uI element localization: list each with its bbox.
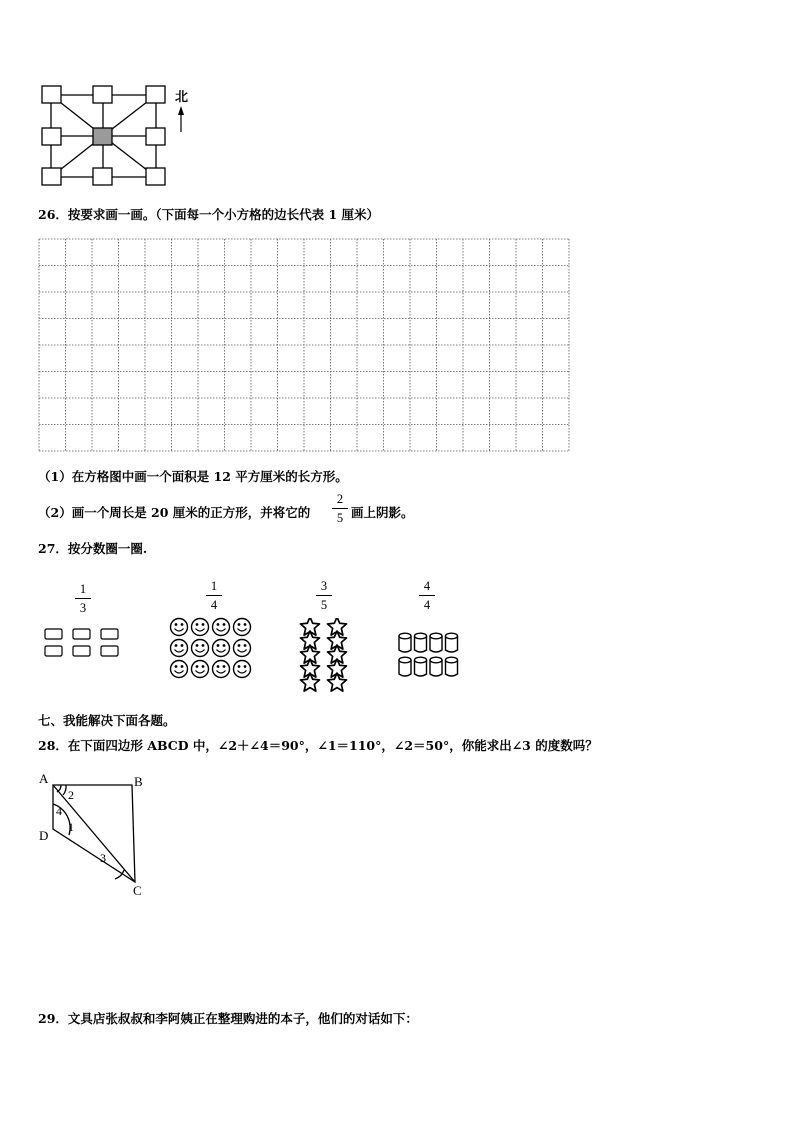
fraction-bar: [332, 508, 348, 509]
fraction-denominator: 3: [79, 601, 87, 615]
fraction-numerator: 4: [423, 579, 431, 593]
star-icon: [327, 673, 346, 691]
dotted-grid[interactable]: [38, 238, 568, 450]
angle-label-4: 4: [56, 804, 62, 818]
cylinder-icon: [415, 657, 427, 676]
cylinder-icon: [446, 657, 458, 676]
angle-label-3: 3: [100, 851, 106, 865]
cylinder-icon: [430, 633, 442, 652]
cylinder-icon: [415, 633, 427, 652]
smiley-icon: [213, 640, 230, 657]
cylinder-icon: [430, 657, 442, 676]
q28-title: 28．在下面四边形 ABCD 中，∠2＋∠4＝90°，∠1＝110°，∠2＝50°，你能求出∠3 的度数吗？: [38, 738, 598, 753]
smiley-icon: [192, 661, 209, 678]
fraction-numerator: 2: [336, 492, 344, 506]
grid-lines: [38, 238, 570, 452]
star-icon: [300, 673, 319, 691]
angle-label-2: 2: [68, 788, 74, 802]
section7-title: 七、我能解决下面各题。: [38, 713, 176, 728]
q26-sub1: （1）在方格图中画一个面积是 12 平方厘米的长方形。: [38, 469, 348, 484]
smiley-icon: [234, 661, 251, 678]
fraction-numerator: 1: [210, 579, 218, 593]
q26-sub2-after: 画上阴影。: [351, 505, 414, 520]
q26-title: 26．按要求画一画。（下面每一个小方格的边长代表 1 厘米）: [38, 207, 380, 222]
group4-fraction: [419, 579, 435, 612]
fraction-denominator: 4: [210, 598, 218, 612]
smiley-icon: [192, 640, 209, 657]
smiley-icon: [192, 619, 209, 636]
fraction-bar: [206, 595, 222, 596]
label-D: D: [39, 828, 49, 843]
q29-title: 29．文具店张叔叔和李阿姨正在整理购进的本子，他们的对话如下：: [38, 1011, 418, 1026]
group1-rectangles[interactable]: [42, 626, 122, 660]
north-label: 北: [175, 90, 189, 105]
angle-label-1: 1: [68, 820, 74, 834]
fraction-numerator: 1: [79, 582, 87, 596]
smiley-icon: [171, 640, 188, 657]
fraction-bar: [75, 598, 91, 599]
fraction-bar: [419, 595, 435, 596]
label-B: B: [134, 774, 143, 789]
fraction-denominator: 5: [320, 598, 328, 612]
q26-sub2-before: （2）画一个周长是 20 厘米的正方形，并将它的: [38, 505, 311, 520]
smiley-icon: [171, 619, 188, 636]
group2-smileys[interactable]: [168, 617, 254, 679]
smiley-icon: [171, 661, 188, 678]
q27-title: 27．按分数圈一圈.: [38, 541, 148, 556]
fraction-denominator: 4: [423, 598, 431, 612]
cylinder-icon: [399, 657, 411, 676]
fraction-numerator: 3: [320, 579, 328, 593]
map-diagram: [38, 84, 198, 190]
group4-cylinders[interactable]: [396, 630, 462, 682]
q26-sub2-fraction: [332, 492, 348, 525]
fraction-bar: [316, 595, 332, 596]
group2-fraction: [206, 579, 222, 612]
label-A: A: [39, 771, 49, 786]
smiley-icon: [213, 619, 230, 636]
label-C: C: [133, 883, 142, 898]
smiley-icon: [213, 661, 230, 678]
cylinder-icon: [399, 633, 411, 652]
group3-fraction: [316, 579, 332, 612]
group3-stars[interactable]: [296, 618, 352, 692]
fraction-denominator: 5: [336, 511, 344, 525]
group1-fraction: [75, 582, 91, 615]
smiley-icon: [234, 619, 251, 636]
smiley-icon: [234, 640, 251, 657]
quadrilateral-abcd: [36, 770, 148, 898]
cylinder-icon: [446, 633, 458, 652]
